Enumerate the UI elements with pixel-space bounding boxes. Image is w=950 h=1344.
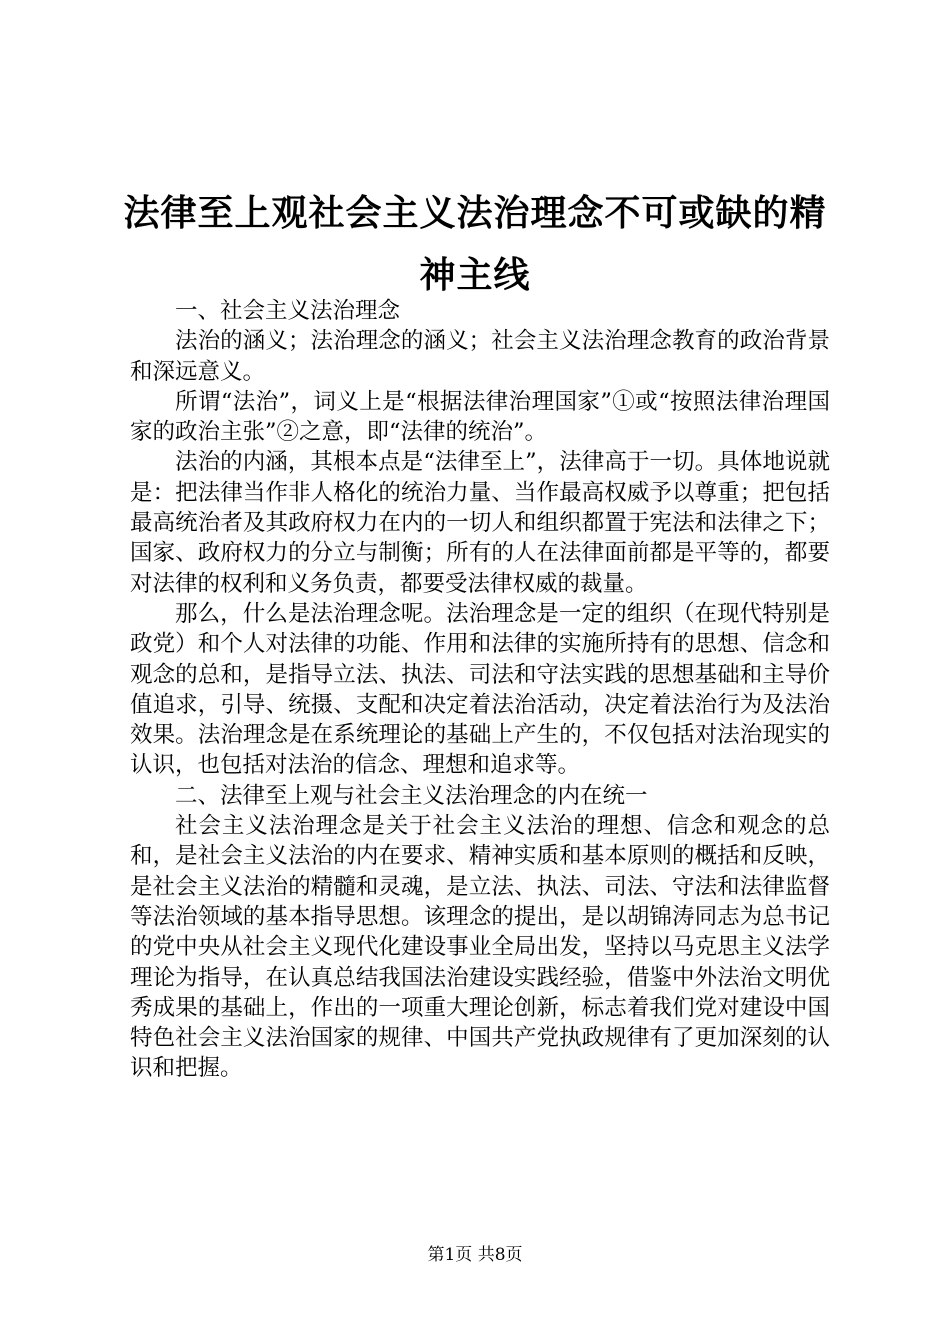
paragraph-4: 那么，什么是法治理念呢。法治理念是一定的组织（在现代特别是政党）和个人对法律的功能、作用和法律的实施所持有的思想、信念和观念的总和，是指导立法、执法、司法和守法实践的思想基础和主导价值追求，引导、统摄、支配和决定着法治活动，决定着法治行为及法治效果。法治理念是在系统理论的基础上产生的，不仅包括对法治现实的认识，也包括对法治的信念、理想和追求等。 (130, 600, 830, 779)
paragraph-1: 法治的涵义；法治理念的涵义；社会主义法治理念教育的政治背景和深远意义。 (130, 328, 830, 385)
paragraph-5: 社会主义法治理念是关于社会主义法治的理想、信念和观念的总和，是社会主义法治的内在要求、精神实质和基本原则的概括和反映，是社会主义法治的精髓和灵魂，是立法、执法、司法、守法和法律监督等法治领域的基本指导思想。该理念的提出，是以胡锦涛同志为总书记的党中央从社会主义现代化建设事业全局出发，坚持以马克思主义法学理论为指导，在认真总结我国法治建设实践经验，借鉴中外法治文明优秀成果的基础上，作出的一项重大理论创新，标志着我们党对建设中国特色社会主义法治国家的规律、中国共产党执政规律有了更加深刻的认识和把握。 (130, 813, 830, 1082)
page-footer: 第1页 共8页 (427, 1245, 523, 1265)
document-title: 法律至上观社会主义法治理念不可或缺的精神主线 (123, 193, 827, 296)
paragraph-3: 法治的内涵，其根本点是“法律至上”，法律高于一切。具体地说就是：把法律当作非人格化的统治力量、当作最高权威予以尊重；把包括最高统治者及其政府权力在内的一切人和组织都置于宪法和法律之下；国家、政府权力的分立与制衡；所有的人在法律面前都是平等的，都要对法律的权利和义务负责，都要受法律权威的裁量。 (130, 449, 830, 597)
section-heading-1: 一、社会主义法治理念 (175, 298, 401, 324)
section-heading-2: 二、法律至上观与社会主义法治理念的内在统一 (175, 782, 648, 809)
document-body (130, 296, 830, 1084)
paragraph-2: 所谓“法治”，词义上是“根据法律治理国家”①或“按照法律治理国家的政治主张”②之意，即“法律的统治”。 (130, 388, 830, 446)
